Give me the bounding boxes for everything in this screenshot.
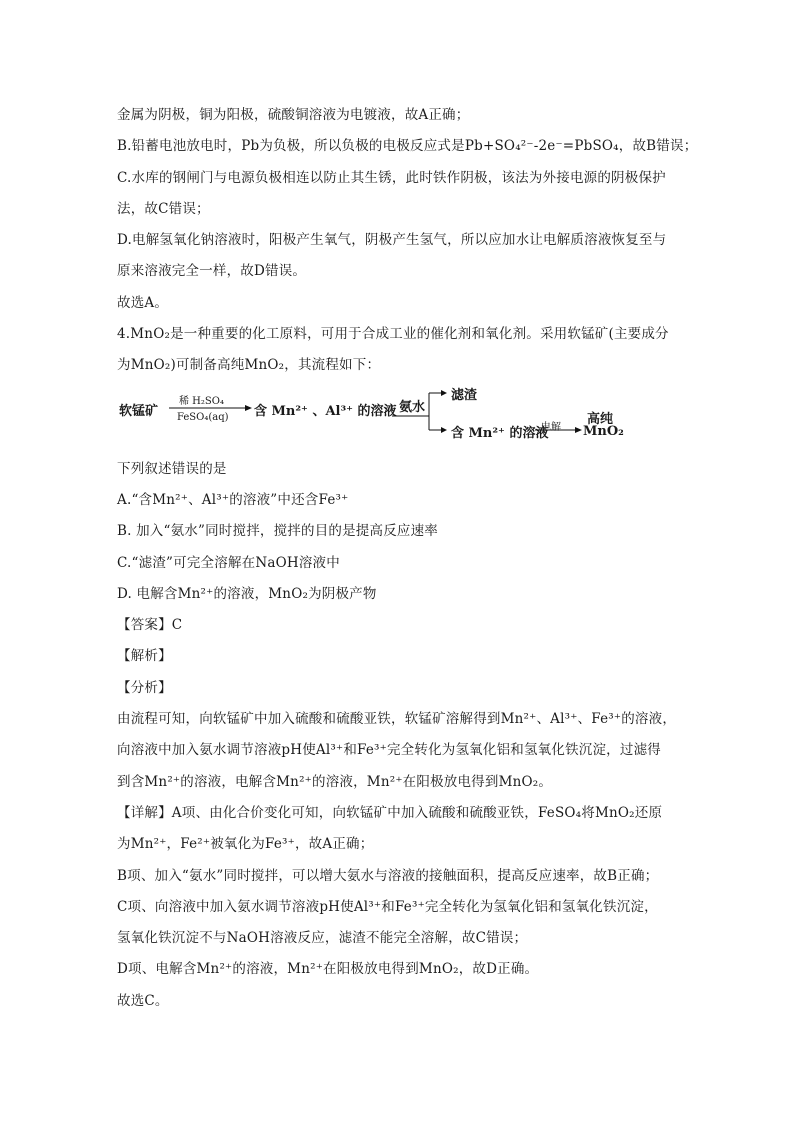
flow-reagent-acid: 稀 H₂SO₄: [179, 395, 224, 407]
option-d: D. 电解含Mn²⁺的溶液，MnO₂为阴极产物: [117, 585, 377, 602]
answer-line: 【答案】C: [117, 617, 183, 634]
text-line: 由流程可知，向软锰矿中加入硫酸和硫酸亚铁，软锰矿溶解得到Mn²⁺、Al³⁺、Fe³⁺的溶液，: [117, 711, 677, 728]
flow-start-ore: 软锰矿: [119, 403, 159, 419]
process-flowchart: [117, 386, 697, 448]
text-line: 原来溶液完全一样，故D错误。: [117, 263, 307, 280]
document-page: [117, 100, 697, 1017]
text-line: C.水库的钢闸门与电源负极相连以防止其生锈，此时铁作阴极，该法为外接电源的阴极保护: [117, 169, 666, 186]
text-line: 金属为阴极，铜为阳极，硫酸铜溶液为电镀液，故A正确；: [117, 107, 470, 123]
question-stem: 为MnO₂)可制备高纯MnO₂，其流程如下：: [117, 357, 381, 374]
text-line: 法，故C错误；: [117, 200, 210, 217]
option-a: A.“含Mn²⁺、Al³⁺的溶液”中还含Fe³⁺: [117, 491, 349, 508]
flow-reagent-ammonia: 氨水: [399, 399, 426, 415]
text-line: 到含Mn²⁺的溶液，电解含Mn²⁺的溶液，Mn²⁺在阳极放电得到MnO₂。: [117, 773, 553, 790]
text-line: B.铅蓄电池放电时，Pb为负极，所以负极的电极反应式是Pb+SO₄²⁻-2e⁻=PbSO₄，故B错误；: [117, 138, 698, 155]
question-stem: 4.MnO₂是一种重要的化工原料，可用于合成工业的催化剂和氧化剂。采用软锰矿(主要成分: [117, 326, 669, 343]
option-c: C.“滤渣”可完全溶解在NaOH溶液中: [117, 554, 340, 571]
question-prompt: 下列叙述错误的是: [117, 460, 227, 477]
text-line: 故选A。: [117, 294, 169, 311]
analysis-subheading: 【分析】: [117, 679, 172, 696]
analysis-heading: 【解析】: [117, 648, 172, 665]
flow-solution-2: 含 Mn²⁺ 的溶液: [451, 425, 549, 441]
flow-solution-1: 含 Mn²⁺ 、Al³⁺ 的溶液: [254, 403, 397, 419]
text-line: D.电解氢氧化钠溶液时，阳极产生氧气，阴极产生氢气，所以应加水让电解质溶液恢复至与: [117, 232, 667, 249]
text-line: 向溶液中加入氨水调节溶液pH使Al³⁺和Fe³⁺完全转化为氢氧化铝和氢氧化铁沉淀，过滤得: [117, 742, 661, 759]
text-line: B项、加入“氨水”同时搅拌，可以增大氨水与溶液的接触面积，提高反应速率，故B正确；: [117, 867, 659, 884]
text-line: 【详解】A项、由化合价变化可知，向软锰矿中加入硫酸和硫酸亚铁，FeSO₄将MnO₂还原: [117, 804, 663, 821]
conclusion-line: 故选C。: [117, 992, 169, 1009]
flow-product-label: 高纯: [587, 411, 614, 427]
flow-step-electrolysis: 电解: [541, 421, 561, 433]
flow-residue: 滤渣: [451, 387, 478, 403]
text-line: 为Mn²⁺，Fe²⁺被氧化为Fe³⁺，故A正确；: [117, 836, 374, 853]
text-line: 氢氧化铁沉淀不与NaOH溶液反应，滤渣不能完全溶解，故C错误；: [117, 930, 528, 947]
text-line: C项、向溶液中加入氨水调节溶液pH使Al³⁺和Fe³⁺完全转化为氢氧化铝和氢氧化铁沉淀，: [117, 898, 658, 915]
text-line: D项、电解含Mn²⁺的溶液，Mn²⁺在阳极放电得到MnO₂，故D正确。: [117, 961, 539, 978]
flow-product: MnO₂: [583, 423, 624, 439]
option-b: B. 加入“氨水”同时搅拌，搅拌的目的是提高反应速率: [117, 523, 439, 540]
flow-reagent-ferrous: FeSO₄(aq): [177, 411, 229, 423]
